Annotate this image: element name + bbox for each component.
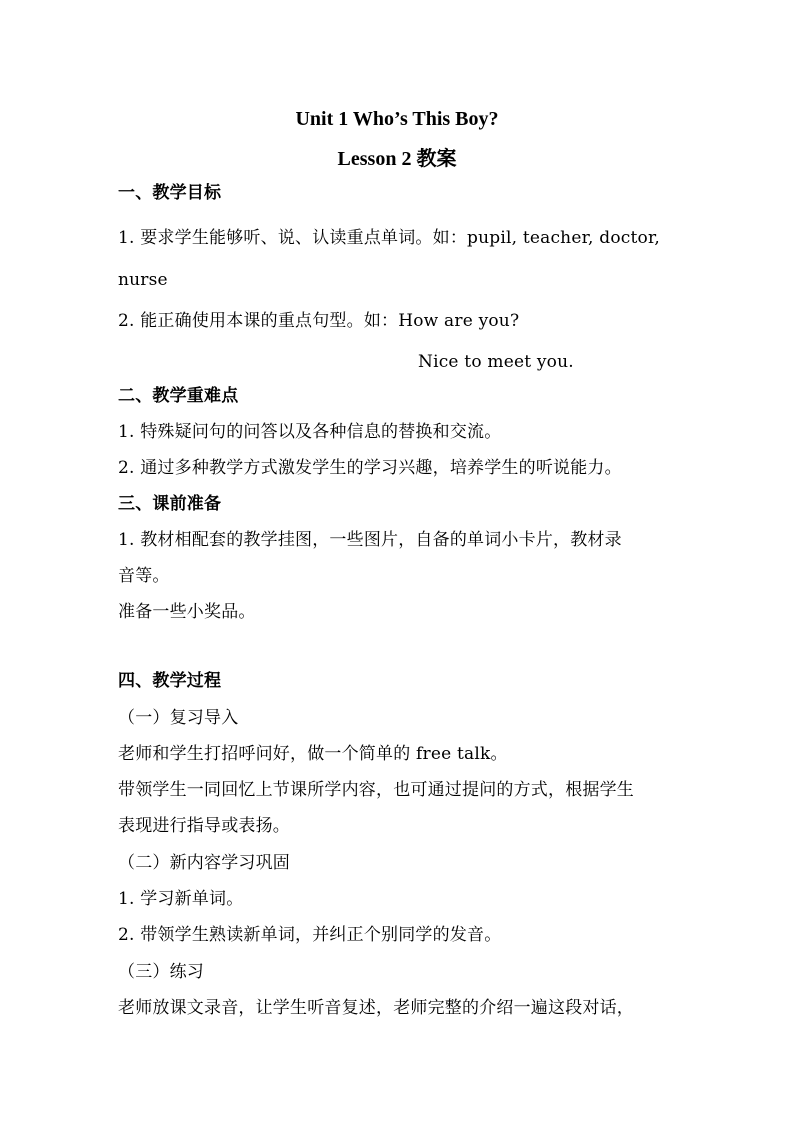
practice-paragraph-1: 老师放课文录音，让学生听音复述，老师完整的介绍一遍这段对话， — [118, 998, 634, 1018]
objective-1-line-1: 1. 要求学生能够听、说、认读重点单词。如：pupil, teacher, doctor, — [118, 228, 661, 248]
section-heading-process: 四、教学过程 — [118, 671, 222, 691]
objective-2: 2. 能正确使用本课的重点句型。如：How are you? — [118, 311, 520, 331]
document-subtitle: Lesson 2 教案 — [337, 148, 457, 170]
preparation-1-line-1: 1. 教材相配套的教学挂图，一些图片，自备的单词小卡片，教材录 — [118, 530, 622, 550]
key-point-1: 1. 特殊疑问句的问答以及各种信息的替换和交流。 — [118, 422, 502, 442]
section-heading-preparation: 三、课前准备 — [118, 494, 222, 514]
document-title: Unit 1 Who’s This Boy? — [295, 108, 499, 130]
section-heading-objectives: 一、教学目标 — [118, 183, 222, 203]
preparation-1-line-2: 音等。 — [118, 566, 170, 586]
review-paragraph-1: 老师和学生打招呼问好，做一个简单的 free talk。 — [118, 744, 508, 764]
objective-2-continuation: Nice to meet you. — [418, 352, 574, 372]
subsection-heading-new-content: （二）新内容学习巩固 — [118, 853, 290, 873]
objective-1-line-2: nurse — [118, 270, 168, 290]
new-content-item-2: 2. 带领学生熟读新单词，并纠正个别同学的发音。 — [118, 925, 502, 945]
review-paragraph-2-line-1: 带领学生一同回忆上节课所学内容，也可通过提问的方式，根据学生 — [118, 780, 634, 800]
subsection-heading-practice: （三）练习 — [118, 962, 204, 982]
preparation-2: 准备一些小奖品。 — [118, 602, 256, 622]
key-point-2: 2. 通过多种教学方式激发学生的学习兴趣，培养学生的听说能力。 — [118, 458, 622, 478]
new-content-item-1: 1. 学习新单词。 — [118, 889, 244, 909]
review-paragraph-2-line-2: 表现进行指导或表扬。 — [118, 816, 290, 836]
subsection-heading-review: （一）复习导入 — [118, 708, 239, 728]
section-heading-key-points: 二、教学重难点 — [118, 386, 239, 406]
